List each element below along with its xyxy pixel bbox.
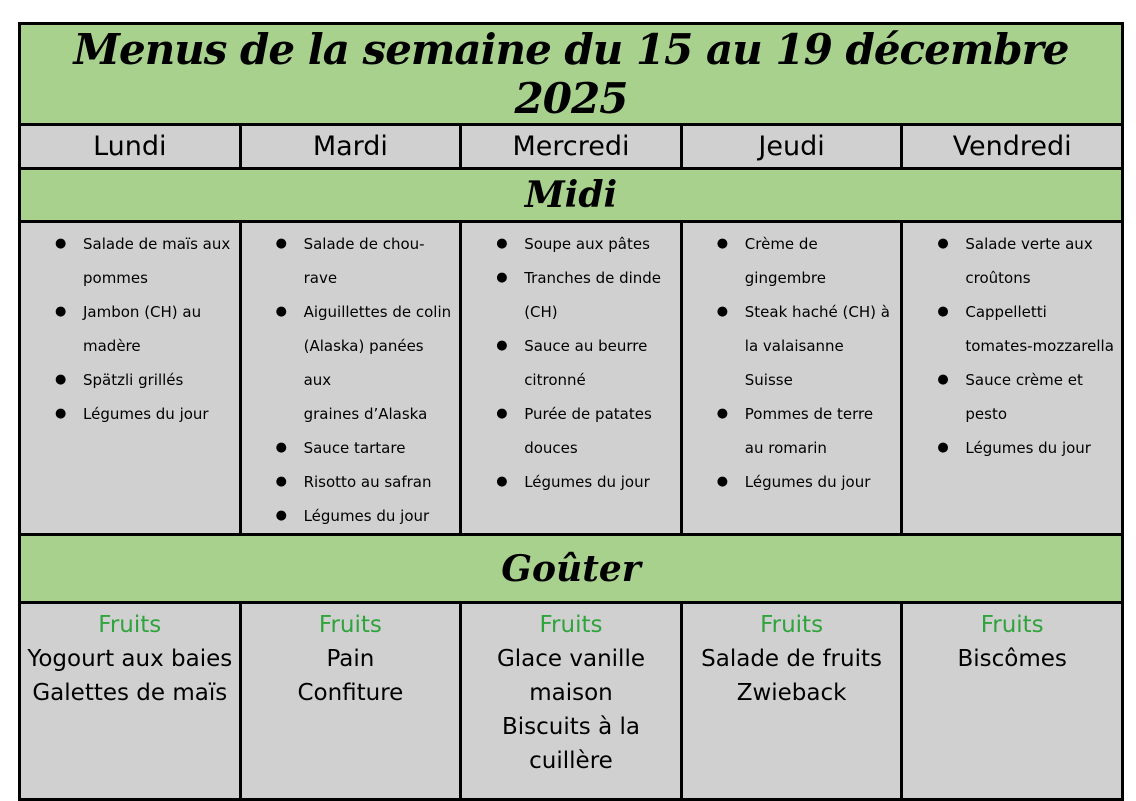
midi-item-text: (Alaska) panées aux [303, 337, 424, 389]
bullet-icon: ● [275, 440, 287, 455]
bullet-icon: ● [275, 304, 287, 319]
gouter-item-text: Zwieback [736, 680, 847, 706]
bullet-icon: ● [716, 236, 729, 251]
midi-item-text: Pommes de terre [744, 405, 874, 423]
midi-item-line [21, 329, 233, 363]
gouter-cell-tuesday [240, 603, 461, 800]
midi-item-text: douces [524, 439, 578, 457]
midi-item-text: pommes [83, 269, 148, 287]
menu-title: Menus de la semaine du 15 au 19 décembre 2025 [73, 25, 1069, 123]
bullet-icon: ● [275, 236, 287, 251]
bullet-icon: ● [496, 236, 508, 251]
day-header-thursday: Jeudi [681, 125, 902, 169]
midi-item-text: Salade de maïs aux [83, 235, 231, 253]
midi-item-text: Salade verte aux [965, 235, 1093, 253]
bullet-icon: ● [496, 406, 508, 421]
midi-item-line [903, 295, 1115, 329]
midi-item-line [462, 431, 674, 465]
menu-title-cell [20, 24, 1123, 125]
midi-item-line [462, 329, 674, 363]
midi-item-line [462, 363, 674, 397]
midi-item-line [242, 499, 454, 533]
gouter-item-text: Glace vanille [496, 646, 645, 672]
gouter-item-text: Biscômes [957, 646, 1067, 672]
midi-cell-thursday [681, 222, 902, 535]
midi-item-line [462, 227, 674, 261]
midi-item-line [21, 295, 233, 329]
midi-item-line [683, 465, 895, 499]
gouter-cell-monday [20, 603, 241, 800]
bullet-icon: ● [496, 474, 508, 489]
gouter-item-text: maison [529, 680, 613, 706]
gouter-item-text: Salade de fruits [701, 646, 882, 672]
midi-cell-tuesday [240, 222, 461, 535]
midi-item-line [903, 227, 1115, 261]
gouter-item-text: Pain [326, 646, 375, 672]
bullet-icon: ● [275, 508, 287, 523]
bullet-icon: ● [496, 270, 508, 285]
midi-item-line [21, 397, 233, 431]
midi-item-text: madère [83, 337, 141, 355]
midi-item-line [242, 465, 454, 499]
gouter-section-header [20, 535, 1123, 603]
gouter-fruit-label: Fruits [98, 612, 162, 638]
midi-item-line [462, 261, 674, 295]
midi-item-text: tomates-mozzarella [965, 337, 1114, 355]
midi-item-line [242, 261, 454, 295]
midi-cell-friday [902, 222, 1123, 535]
midi-item-line [683, 397, 895, 431]
midi-item-line [462, 397, 674, 431]
bullet-icon: ● [937, 236, 949, 251]
midi-item-text: graines d’Alaska [303, 405, 428, 423]
gouter-fruit-label: Fruits [760, 612, 824, 638]
midi-item-text: Légumes du jour [303, 507, 430, 525]
bullet-icon: ● [55, 372, 67, 387]
midi-item-line [683, 431, 895, 465]
midi-item-text: Aiguillettes de colin [303, 303, 452, 321]
bullet-icon: ● [716, 474, 729, 489]
gouter-fruit-label: Fruits [980, 612, 1044, 638]
midi-item-text: au romarin [744, 439, 827, 457]
midi-item-text: Soupe aux pâtes [524, 235, 650, 253]
midi-item-text: Sauce tartare [303, 439, 406, 457]
midi-item-text: Légumes du jour [83, 405, 209, 423]
midi-item-text: Spätzli grillés [83, 371, 184, 389]
midi-item-text: rave [303, 269, 338, 287]
bullet-icon: ● [716, 406, 729, 421]
midi-item-text: Légumes du jour [744, 473, 871, 491]
midi-item-line [21, 261, 233, 295]
gouter-fruit-label: Fruits [318, 612, 382, 638]
midi-item-line [903, 397, 1115, 431]
midi-item-line [242, 431, 454, 465]
midi-item-line [683, 227, 895, 261]
midi-item-text: Steak haché (CH) à [744, 303, 890, 321]
day-header-monday: Lundi [20, 125, 241, 169]
midi-item-line [903, 431, 1115, 465]
bullet-icon: ● [937, 304, 949, 319]
bullet-icon: ● [55, 236, 67, 251]
midi-item-text: Sauce au beurre [524, 337, 648, 355]
weekly-menu-table [18, 22, 1124, 801]
midi-item-text: Salade de chou- [303, 235, 425, 253]
bullet-icon: ● [937, 372, 949, 387]
midi-item-text: (CH) [524, 303, 558, 321]
midi-item-text: Tranches de dinde [524, 269, 662, 287]
day-header-tuesday: Mardi [240, 125, 461, 169]
midi-item-line [903, 329, 1115, 363]
midi-item-text: Purée de patates [524, 405, 652, 423]
midi-item-line [242, 227, 454, 261]
midi-item-text: croûtons [965, 269, 1031, 287]
bullet-icon: ● [275, 474, 287, 489]
midi-item-line [462, 465, 674, 499]
midi-cell-wednesday [461, 222, 682, 535]
midi-item-line [683, 295, 895, 329]
gouter-cell-thursday [681, 603, 902, 800]
gouter-cell-wednesday [461, 603, 682, 800]
gouter-item-text: Galettes de maïs [32, 680, 228, 706]
midi-item-line [21, 227, 233, 261]
midi-item-line [242, 329, 454, 397]
gouter-item-text: Yogourt aux baies [27, 646, 233, 672]
midi-cell-monday [20, 222, 241, 535]
day-header-wednesday: Mercredi [461, 125, 682, 169]
gouter-item-text: Confiture [297, 680, 404, 706]
midi-item-text: pesto [965, 405, 1007, 423]
midi-item-line [462, 295, 674, 329]
gouter-item-text: Biscuits à la [502, 714, 640, 740]
midi-item-text: Sauce crème et [965, 371, 1083, 389]
midi-item-text: gingembre [744, 269, 826, 287]
bullet-icon: ● [55, 304, 67, 319]
midi-item-text: Jambon (CH) au [83, 303, 202, 321]
midi-item-text: Cappelletti [965, 303, 1047, 321]
midi-item-line [903, 363, 1115, 397]
gouter-fruit-label: Fruits [539, 612, 603, 638]
midi-section-header [20, 169, 1123, 222]
bullet-icon: ● [496, 338, 508, 353]
midi-item-text: la valaisanne Suisse [744, 337, 844, 389]
midi-item-text: Légumes du jour [524, 473, 650, 491]
bullet-icon: ● [55, 406, 67, 421]
midi-item-line [242, 295, 454, 329]
gouter-cell-friday [902, 603, 1123, 800]
midi-section-title: Midi [524, 174, 618, 216]
bullet-icon: ● [716, 304, 729, 319]
bullet-icon: ● [937, 440, 949, 455]
midi-item-text: citronné [524, 371, 586, 389]
midi-item-line [21, 363, 233, 397]
midi-item-text: Crème de [744, 235, 818, 253]
midi-item-line [903, 261, 1115, 295]
midi-item-line [683, 261, 895, 295]
midi-item-line [683, 329, 895, 397]
midi-item-text: Risotto au safran [303, 473, 432, 491]
midi-item-text: Légumes du jour [965, 439, 1091, 457]
midi-item-line [242, 397, 454, 431]
day-header-friday: Vendredi [902, 125, 1123, 169]
gouter-section-title: Goûter [501, 547, 641, 590]
gouter-item-text: cuillère [529, 748, 613, 774]
